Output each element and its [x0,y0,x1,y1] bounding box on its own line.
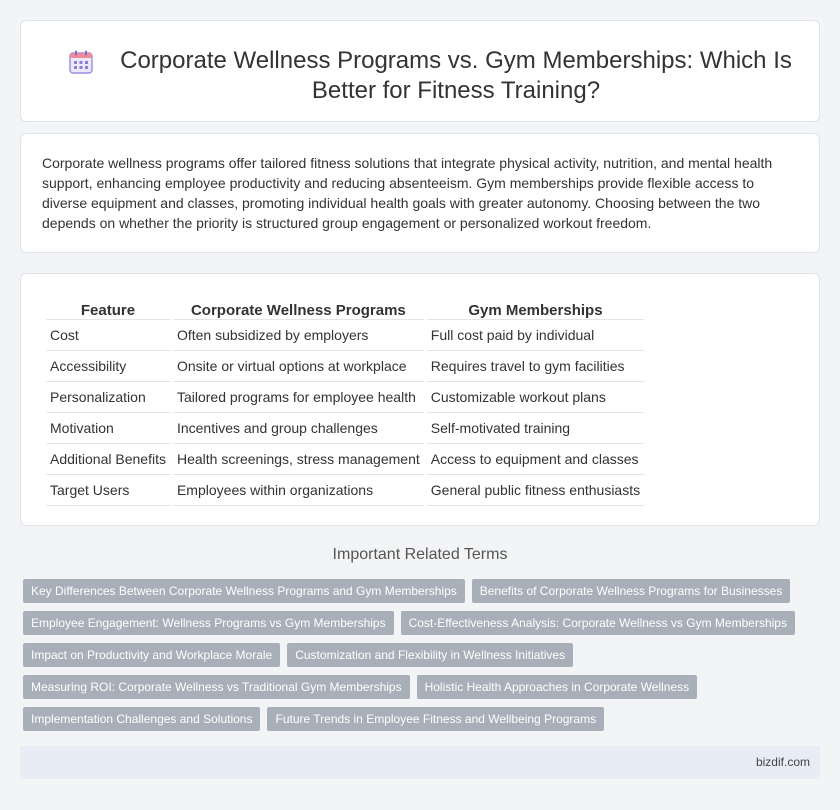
cell-corporate: Tailored programs for employee health [173,382,424,413]
cell-corporate: Onsite or virtual options at workplace [173,351,424,382]
header-corporate-wellness: Corporate Wellness Programs [173,296,424,320]
cell-gym: Full cost paid by individual [427,320,644,351]
table-row [46,351,644,382]
table-row [46,475,644,506]
related-term-tag[interactable]: Holistic Health Approaches in Corporate Wellness [417,675,698,699]
related-term-tag[interactable]: Employee Engagement: Wellness Programs vs Gym Memberships [23,611,394,635]
related-term-tag[interactable]: Cost-Effectiveness Analysis: Corporate Wellness vs Gym Memberships [401,611,795,635]
cell-feature: Cost [46,320,170,351]
related-term-tag[interactable]: Impact on Productivity and Workplace Morale [23,643,280,667]
table-header-row [46,296,644,320]
footer-site-link[interactable]: bizdif.com [755,755,810,769]
calendar-icon [68,49,94,75]
cell-feature: Additional Benefits [46,444,170,475]
table-row [46,382,644,413]
related-terms-list [23,579,823,739]
comparison-table [43,296,647,506]
title-card [20,20,820,122]
cell-gym: Access to equipment and classes [427,444,644,475]
tag-row [23,611,823,635]
cell-corporate: Incentives and group challenges [173,413,424,444]
header-gym-memberships: Gym Memberships [427,296,644,320]
footer [20,746,820,779]
cell-feature: Motivation [46,413,170,444]
cell-gym: General public fitness enthusiasts [427,475,644,506]
cell-feature: Accessibility [46,351,170,382]
comparison-card [20,273,820,526]
related-term-tag[interactable]: Future Trends in Employee Fitness and Wellbeing Programs [267,707,604,731]
cell-corporate: Employees within organizations [173,475,424,506]
cell-corporate: Often subsidized by employers [173,320,424,351]
intro-card [20,133,820,253]
related-terms-title: Important Related Terms [332,546,508,563]
cell-feature: Target Users [46,475,170,506]
cell-feature: Personalization [46,382,170,413]
tag-row [23,643,823,667]
tag-row [23,579,823,603]
table-row [46,444,644,475]
related-term-tag[interactable]: Measuring ROI: Corporate Wellness vs Traditional Gym Memberships [23,675,410,699]
cell-gym: Self-motivated training [427,413,644,444]
header-feature: Feature [46,296,170,320]
related-term-tag[interactable]: Customization and Flexibility in Wellness Initiatives [287,643,573,667]
table-row [46,413,644,444]
page-title: Corporate Wellness Programs vs. Gym Memberships: Which Is Better for Fitness Training? [120,47,792,104]
intro-paragraph: Corporate wellness programs offer tailored fitness solutions that integrate physical activity, nutrition, and mental health support, enhancing employee productivity and reducing absenteeism. Gym memberships provide flexible access to diverse equipment and classes, promoting individual health goals with greater autonomy. Choosing between the two depends on whether the priority is structured group engagement or personalized workout freedom. [42,155,773,231]
tag-row [23,675,823,699]
cell-gym: Customizable workout plans [427,382,644,413]
related-term-tag[interactable]: Benefits of Corporate Wellness Programs for Businesses [472,579,791,603]
related-term-tag[interactable]: Key Differences Between Corporate Wellness Programs and Gym Memberships [23,579,465,603]
cell-corporate: Health screenings, stress management [173,444,424,475]
tag-row [23,707,823,731]
table-row [46,320,644,351]
cell-gym: Requires travel to gym facilities [427,351,644,382]
related-term-tag[interactable]: Implementation Challenges and Solutions [23,707,260,731]
